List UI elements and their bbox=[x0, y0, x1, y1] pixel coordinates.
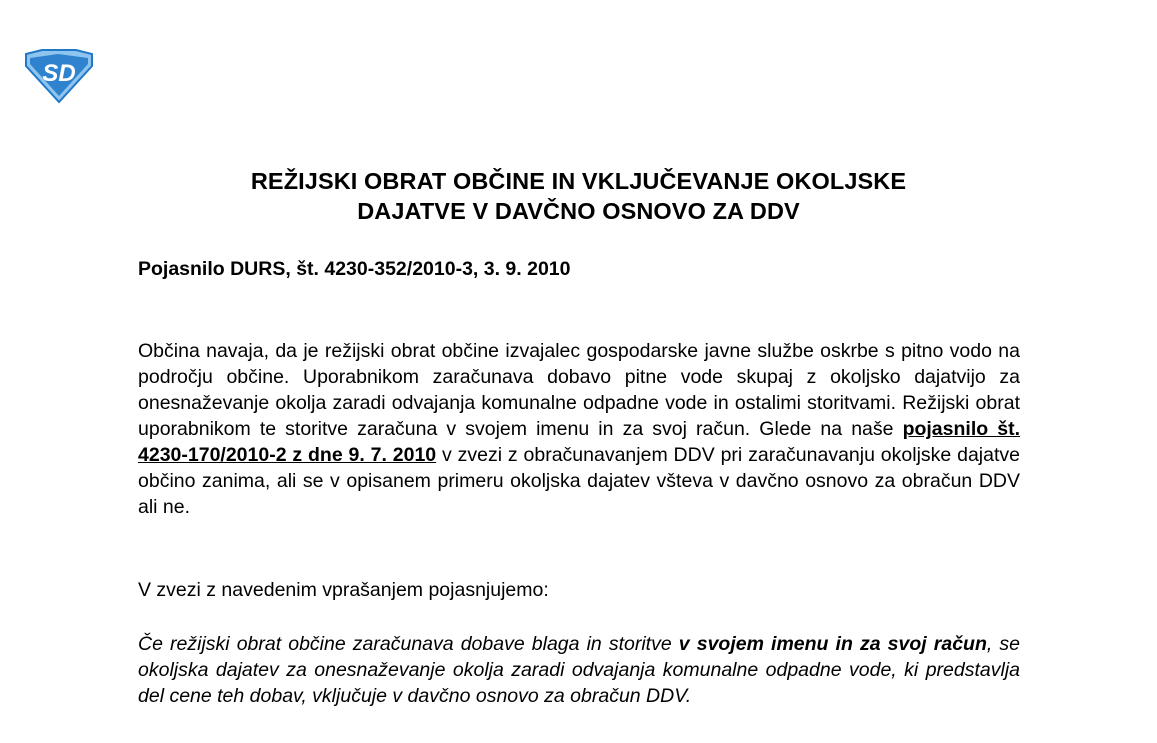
answer-text: Če režijski obrat občine zaračunava dobave blaga in storitve bbox=[138, 633, 679, 655]
reference-link[interactable]: pojasnilo št. 4230-170/2010-2 z dne 9. 7. 2010 bbox=[138, 418, 1020, 466]
title-line-1: REŽIJSKI OBRAT OBČINE IN VKLJUČEVANJE OKOLJSKE bbox=[250, 168, 907, 194]
document-subtitle: Pojasnilo DURS, št. 4230-352/2010-3, 3. 9. 2010 bbox=[138, 258, 571, 280]
company-logo bbox=[22, 48, 96, 104]
paragraph-intro-text-end: v zvezi z obračunavanjem DDV pri zaračunavanju okoljske dajatve občino zanima, ali se v opisanem primeru okoljska dajatev všteva v davčno osnovo za obračun DDV ali ne. bbox=[138, 444, 1020, 518]
title-line-2: DAJATVE V DAVČNO OSNOVO ZA DDV bbox=[357, 198, 800, 224]
paragraph-intro bbox=[138, 338, 1020, 520]
shield-logo-icon bbox=[22, 48, 96, 104]
logo-lettering: SD bbox=[42, 60, 76, 87]
answer-text-end: , se okoljska dajatev za onesnaževanje okolja zaradi odvajanja komunalne odpadne vode, ki predstavlja del cene teh dobav, vključuje v davčno osnovo za obračun DDV. bbox=[138, 633, 1020, 707]
answer-emphasis: v svojem imenu in za svoj račun bbox=[678, 633, 987, 655]
document-title bbox=[0, 166, 1157, 226]
paragraph-intro-text: Občina navaja, da je režijski obrat občine izvajalec gospodarske javne službe oskrbe s pitno vodo na področju občine. Uporabnikom zaračunava dobavo pitne vode skupaj z okoljsko dajatvijo za onesnaževanje okolja zaradi odvajanja komunalne odpadne vode in ostalimi storitvami. Režijski obrat uporabnikom te storitve zaračuna v svojem imenu in za svoj račun. Glede na naše bbox=[138, 340, 1020, 440]
paragraph-answer bbox=[138, 631, 1020, 709]
paragraph-question: V zvezi z navedenim vprašanjem pojasnjujemo: bbox=[138, 579, 549, 601]
